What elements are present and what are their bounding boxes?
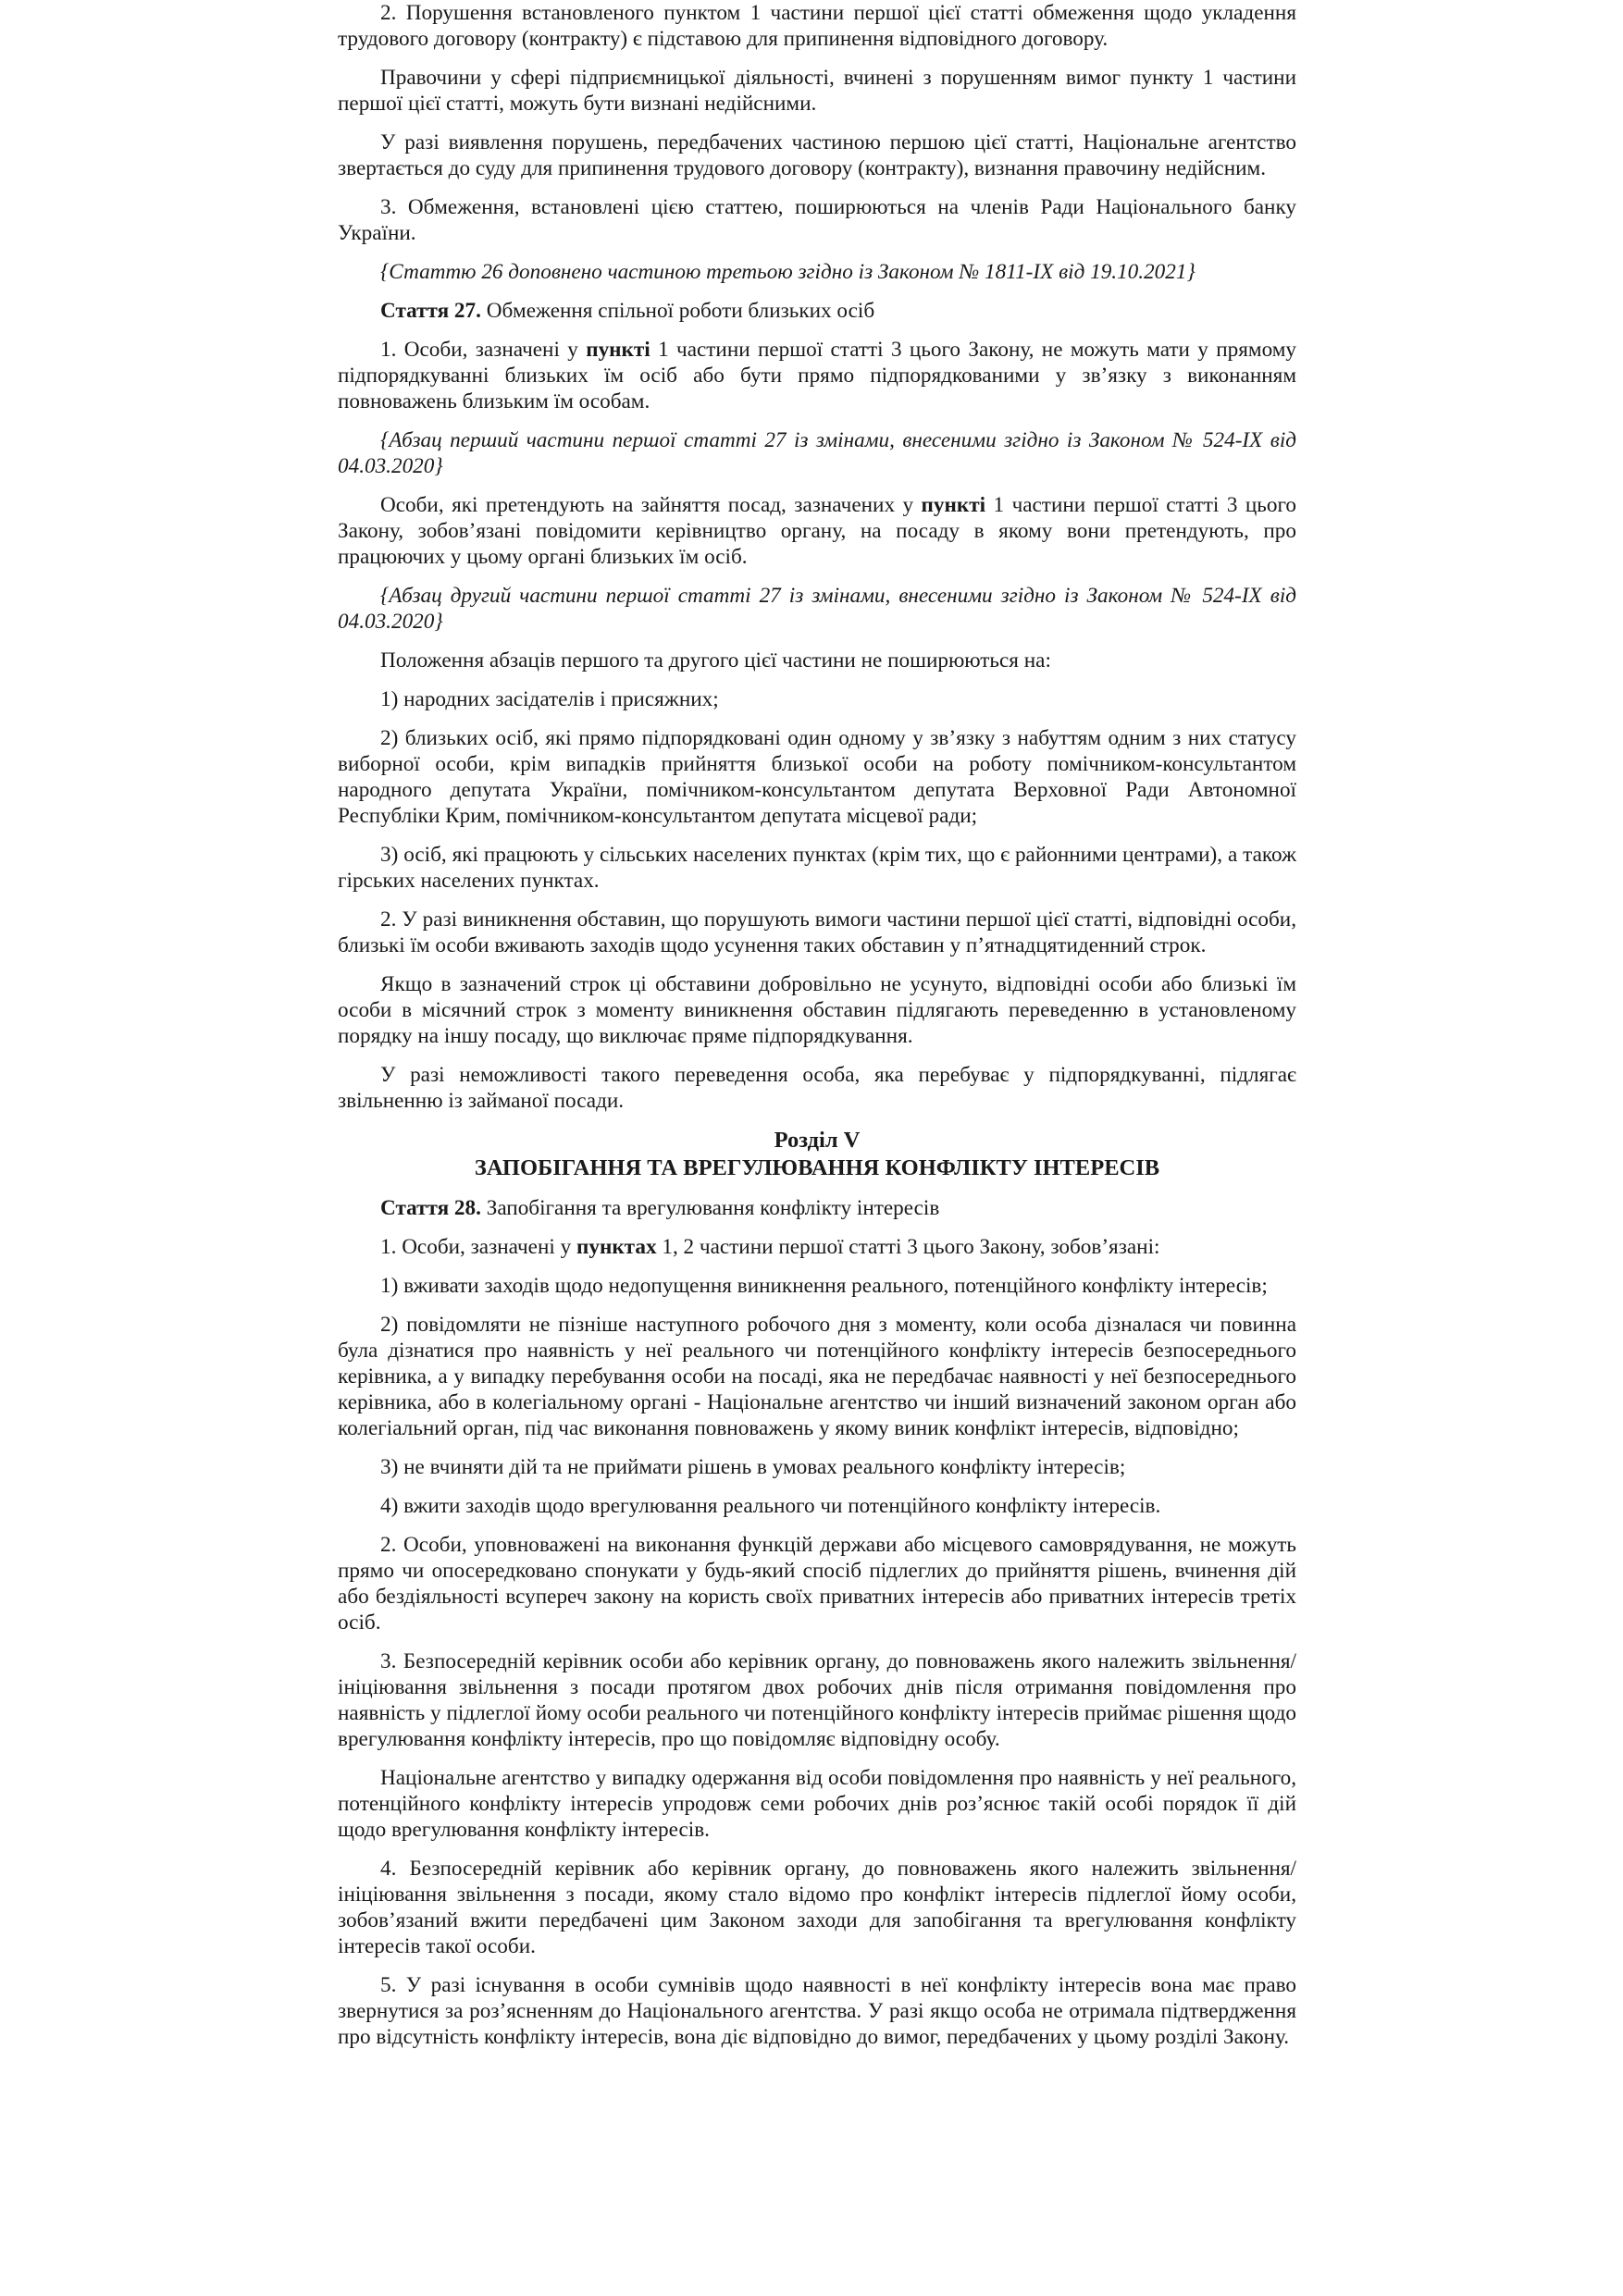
- paragraph: 4. Безпосередній керівник або керівник органу, до повноважень якого належить звільнення/ ініціювання звільнення з посади, якому стало відомо про конфлікт інтересів підлеглої йому особи, зобов’язаний вжити передбачені цим Законом заходи для запобігання та врегулювання конфлікту інтересів такої особи.: [338, 1857, 1296, 1958]
- paragraph: [338, 492, 1296, 570]
- paragraph: У разі виявлення порушень, передбачених частиною першою цієї статті, Національне агентство звертається до суду для припинення трудового договору (контракту), визнання правочину недійсним.: [338, 130, 1296, 180]
- paragraph: У разі неможливості такого переведення особа, яка перебуває у підпорядкуванні, підлягає звільненню із займаної посади.: [338, 1063, 1296, 1113]
- text-run: 1 частини першої статті 3 цього Закону, зобов’язані повідомити керівництво органу, на посаду в якому вони претендують, про працюючих у цьому органі близьких їм осіб.: [338, 493, 1296, 569]
- article-27-title: Обмеження спільної роботи близьких осіб: [480, 299, 875, 323]
- article-28-title: Запобігання та врегулювання конфлікту інтересів: [480, 1196, 940, 1220]
- paragraph: 4) вжити заходів щодо врегулювання реального чи потенційного конфлікту інтересів.: [380, 1494, 1161, 1518]
- amendment-note: {Абзац другий частини першої статті 27 із змінами, внесеними згідно із Законом № 524-IX від 04.03.2020}: [338, 584, 1296, 634]
- article-27-label: Стаття 27.: [380, 299, 481, 323]
- article-28-heading: [338, 1195, 1296, 1221]
- text-run: 1, 2 частини першої статті 3 цього Закону, зобов’язані:: [656, 1235, 1160, 1259]
- text-run: 1. Особи, зазначені у: [380, 1235, 576, 1259]
- paragraph: Національне агентство у випадку одержання від особи повідомлення про наявність у неї реального, потенційного конфлікту інтересів упродовж семи робочих днів роз’яснює такій особі порядок її дій щодо врегулювання конфлікту інтересів.: [338, 1766, 1296, 1842]
- paragraph: Якщо в зазначений строк ці обставини добровільно не усунуто, відповідні особи або близькі їм особи в місячний строк з моменту виникнення обставин підлягають переведенню в установленому порядку на іншу посаду, що виключає пряме підпорядкування.: [338, 972, 1296, 1048]
- section-title: ЗАПОБІГАННЯ ТА ВРЕГУЛЮВАННЯ КОНФЛІКТУ ІНТЕРЕСІВ: [474, 1155, 1160, 1180]
- law-reference-link[interactable]: пунктах: [576, 1235, 657, 1259]
- paragraph: 3. Безпосередній керівник особи або керівник органу, до повноважень якого належить звільнення/ініціювання звільнення з посади протягом двох робочих днів після отримання повідомлення про наявність у підлеглої йому особи реального чи потенційного конфлікту інтересів приймає рішення щодо врегулювання конфлікту інтересів, про що повідомляє відповідну особу.: [338, 1649, 1296, 1751]
- paragraph: 1) вживати заходів щодо недопущення виникнення реального, потенційного конфлікту інтересів;: [380, 1274, 1268, 1298]
- paragraph: 3) не вчиняти дій та не приймати рішень в умовах реального конфлікту інтересів;: [380, 1455, 1126, 1479]
- article-27-heading: [338, 298, 1296, 324]
- paragraph: [338, 337, 1296, 414]
- paragraph: 2. У разі виникнення обставин, що порушують вимоги частини першої цієї статті, відповідні особи, близькі їм особи вживають заходів щодо усунення таких обставин у п’ятнадцятиденний строк.: [338, 907, 1296, 957]
- law-reference-link[interactable]: пункті: [921, 493, 986, 517]
- amendment-note: {Абзац перший частини першої статті 27 із змінами, внесеними згідно із Законом № 524-IX від 04.03.2020}: [338, 428, 1296, 478]
- paragraph: [338, 1234, 1296, 1260]
- paragraph: 2) повідомляти не пізніше наступного робочого дня з моменту, коли особа дізналася чи повинна була дізнатися про наявність у неї реального чи потенційного конфлікту інтересів безпосереднього керівника, а у випадку перебування особи на посаді, яка не передбачає наявності у неї безпосереднього керівника, або в колегіальному органі - Національне агентство чи інший визначений законом орган або колегіальний орган, під час виконання повноважень у якому виник конфлікт інтересів, відповідно;: [338, 1313, 1296, 1440]
- law-reference-link[interactable]: пункті: [586, 338, 650, 362]
- paragraph: 3) осіб, які працюють у сільських населених пунктах (крім тих, що є районними центрами), а також гірських населених пунктах.: [338, 843, 1296, 893]
- document-page: [338, 0, 1296, 2063]
- paragraph: Правочини у сфері підприємницької діяльності, вчинені з порушенням вимог пункту 1 частини першої цієї статті, можуть бути визнані недійсними.: [338, 66, 1296, 116]
- article-28-label: Стаття 28.: [380, 1196, 481, 1220]
- paragraph: 2) близьких осіб, які прямо підпорядковані один одному у зв’язку з набуттям одним з них статусу виборної особи, крім випадків прийняття близької особи на роботу помічником-консультантом народного депутата України, помічником-консультантом депутата Верховної Ради Автономної Республіки Крим, помічником-консультантом депутата місцевої ради;: [338, 726, 1296, 828]
- paragraph: 1) народних засідателів і присяжних;: [380, 687, 719, 711]
- paragraph: 2. Порушення встановленого пунктом 1 частини першої цієї статті обмеження щодо укладення трудового договору (контракту) є підставою для припинення відповідного договору.: [338, 1, 1296, 51]
- text-run: 1. Особи, зазначені у: [380, 338, 587, 362]
- paragraph: 5. У разі існування в особи сумнівів щодо наявності в неї конфлікту інтересів вона має право звернутися за роз’ясненням до Національного агентства. У разі якщо особа не отримала підтвердження про відсутність конфлікту інтересів, вона діє відповідно до вимог, передбачених у цьому розділі Закону.: [338, 1973, 1296, 2049]
- section-heading: Розділ V: [774, 1128, 861, 1153]
- paragraph: Положення абзаців першого та другого цієї частини не поширюються на:: [380, 648, 1051, 673]
- text-run: 1 частини першої статті 3 цього Закону, не можуть мати у прямому підпорядкуванні близьких їм осіб або бути прямо підпорядкованими у зв’язку з виконанням повноважень близьким їм особам.: [338, 338, 1297, 414]
- paragraph: 2. Особи, уповноважені на виконання функцій держави або місцевого самоврядування, не можуть прямо чи опосередковано спонукати у будь-який спосіб підлеглих до прийняття рішень, вчинення дій або бездіяльності всупереч закону на користь своїх приватних інтересів або приватних інтересів третіх осіб.: [338, 1533, 1296, 1635]
- paragraph: 3. Обмеження, встановлені цією статтею, поширюються на членів Ради Національного банку України.: [338, 195, 1296, 245]
- amendment-note: {Статтю 26 доповнено частиною третьою згідно із Законом № 1811-IX від 19.10.2021}: [380, 260, 1196, 284]
- text-run: Особи, які претендують на зайняття посад, зазначених у: [380, 493, 922, 517]
